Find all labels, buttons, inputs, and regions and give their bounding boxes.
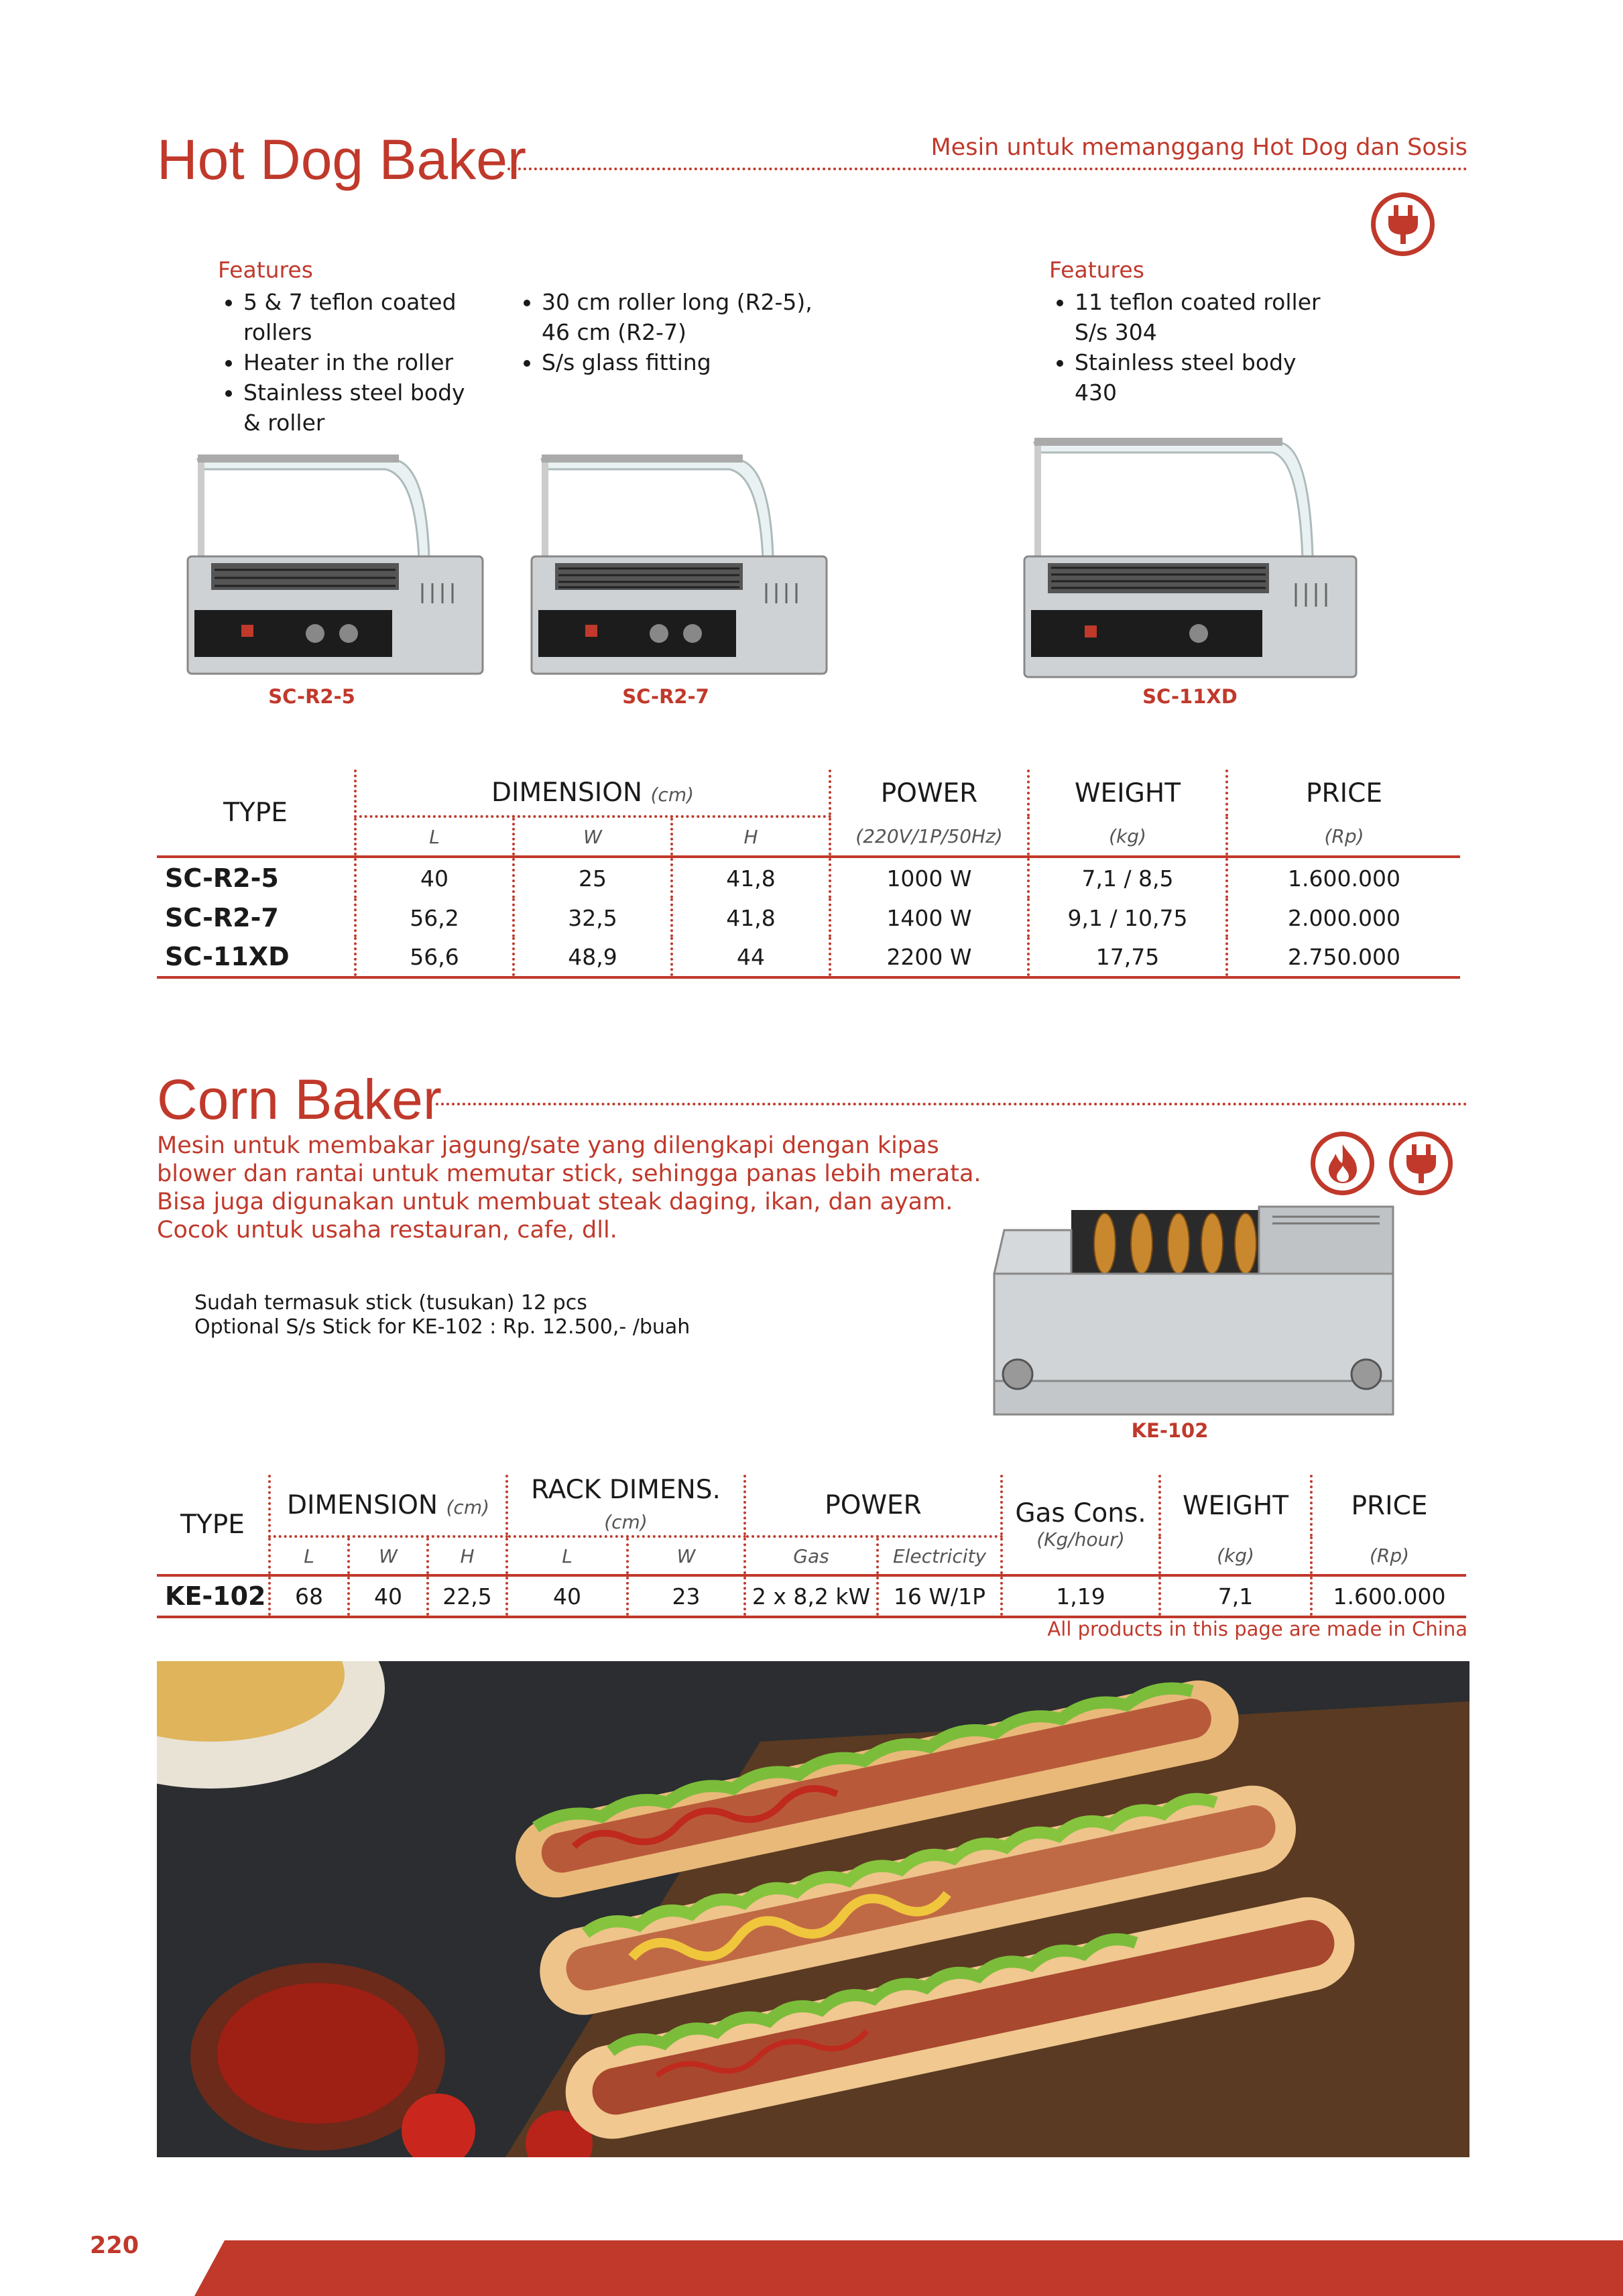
features-heading: Features	[1049, 257, 1144, 283]
features-left	[218, 257, 486, 438]
title-dotted-rule	[436, 1103, 1467, 1105]
corn-baker-machine-image	[991, 1203, 1396, 1421]
title-dotted-rule	[507, 168, 1467, 170]
col-power: POWER	[830, 770, 1028, 817]
feature-item: • 11 teflon coated roller S/s 304	[1075, 287, 1337, 347]
col-price: PRICE	[1311, 1475, 1466, 1536]
sub-h: H	[672, 817, 830, 857]
feature-item: • 5 & 7 teflon coated rollers	[243, 287, 486, 347]
footer-band	[194, 2240, 1623, 2296]
sub-weight-unit: (kg)	[1028, 817, 1227, 857]
feature-item: • Stainless steel body & roller	[243, 377, 486, 438]
col-type: TYPE	[223, 797, 288, 828]
sub-electricity: Electricity	[878, 1536, 1002, 1575]
corn-title: Corn Baker	[157, 1068, 442, 1131]
col-rack-dimension: RACK DIMENS. (cm)	[507, 1475, 745, 1536]
hotdog-roller-machine-image	[1021, 432, 1363, 684]
page-number: 220	[90, 2232, 139, 2259]
product-caption: SC-R2-5	[268, 685, 355, 708]
table-row: SC-R2-7 56,2 32,5 41,8 1400 W 9,1 / 10,75 2.000.000	[157, 898, 1460, 937]
sub-price-unit: (Rp)	[1227, 817, 1460, 857]
sub-rack-w: W	[627, 1536, 745, 1575]
col-dimension: DIMENSION (cm)	[269, 1475, 507, 1536]
sub-w: W	[349, 1536, 428, 1575]
sub-power-unit: (220V/1P/50Hz)	[830, 817, 1028, 857]
hotdog-food-photo	[157, 1661, 1469, 2157]
table-row: SC-R2-5 40 25 41,8 1000 W 7,1 / 8,5 1.600.000	[157, 857, 1460, 898]
col-dimension: DIMENSION (cm)	[355, 770, 830, 817]
table-row: SC-11XD 56,6 48,9 44 2200 W 17,75 2.750.000	[157, 937, 1460, 977]
sub-weight-unit: (kg)	[1160, 1536, 1311, 1575]
product-caption: SC-11XD	[1142, 685, 1238, 708]
product-caption: KE-102	[1131, 1419, 1209, 1442]
col-price: PRICE	[1227, 770, 1460, 817]
features-mid	[516, 287, 818, 377]
product-caption: SC-R2-7	[622, 685, 709, 708]
made-in-note: All products in this page are made in China	[1047, 1618, 1467, 1640]
col-weight: WEIGHT	[1028, 770, 1227, 817]
hotdog-title: Hot Dog Baker	[157, 128, 526, 191]
sub-h: H	[428, 1536, 507, 1575]
hotdog-spec-table	[157, 770, 1460, 979]
features-heading: Features	[218, 257, 313, 283]
feature-item: • Stainless steel body 430	[1075, 347, 1337, 408]
sub-l: L	[355, 817, 514, 857]
corn-notes: Sudah termasuk stick (tusukan) 12 pcs Optional S/s Stick for KE-102 : Rp. 12.500,- /buah	[194, 1291, 690, 1339]
hotdog-subtitle: Mesin untuk memanggang Hot Dog dan Sosis	[930, 134, 1467, 161]
table-row: KE-102 68 40 22,5 40 23 2 x 8,2 kW 16 W/1P 1,19 7,1 1.600.000	[157, 1575, 1466, 1617]
sub-l: L	[269, 1536, 349, 1575]
feature-item: • 30 cm roller long (R2-5), 46 cm (R2-7)	[542, 287, 818, 347]
col-weight: WEIGHT	[1160, 1475, 1311, 1536]
col-power: POWER	[745, 1475, 1002, 1536]
flame-icon	[1311, 1132, 1374, 1195]
plug-icon	[1371, 192, 1435, 256]
sub-price-unit: (Rp)	[1311, 1536, 1466, 1575]
hotdog-roller-machine-image	[528, 449, 833, 677]
sub-w: W	[514, 817, 672, 857]
corn-spec-table	[157, 1475, 1466, 1618]
col-type: TYPE	[180, 1509, 245, 1540]
plug-icon	[1389, 1132, 1453, 1195]
corn-description: Mesin untuk membakar jagung/sate yang dilengkapi dengan kipas blower dan rantai untuk memutar stick, sehingga panas lebih merata. Bisa juga digunakan untuk membuat steak daging, ikan, dan ayam. Cocok untuk usaha restauran, cafe, dll.	[157, 1132, 981, 1244]
feature-item: • Heater in the roller	[243, 347, 486, 377]
col-gas-cons: Gas Cons. (Kg/hour)	[1002, 1475, 1160, 1575]
hotdog-roller-machine-image	[184, 449, 489, 677]
feature-item: • S/s glass fitting	[542, 347, 818, 377]
features-right	[1049, 257, 1337, 408]
sub-gas: Gas	[745, 1536, 878, 1575]
sub-rack-l: L	[507, 1536, 627, 1575]
